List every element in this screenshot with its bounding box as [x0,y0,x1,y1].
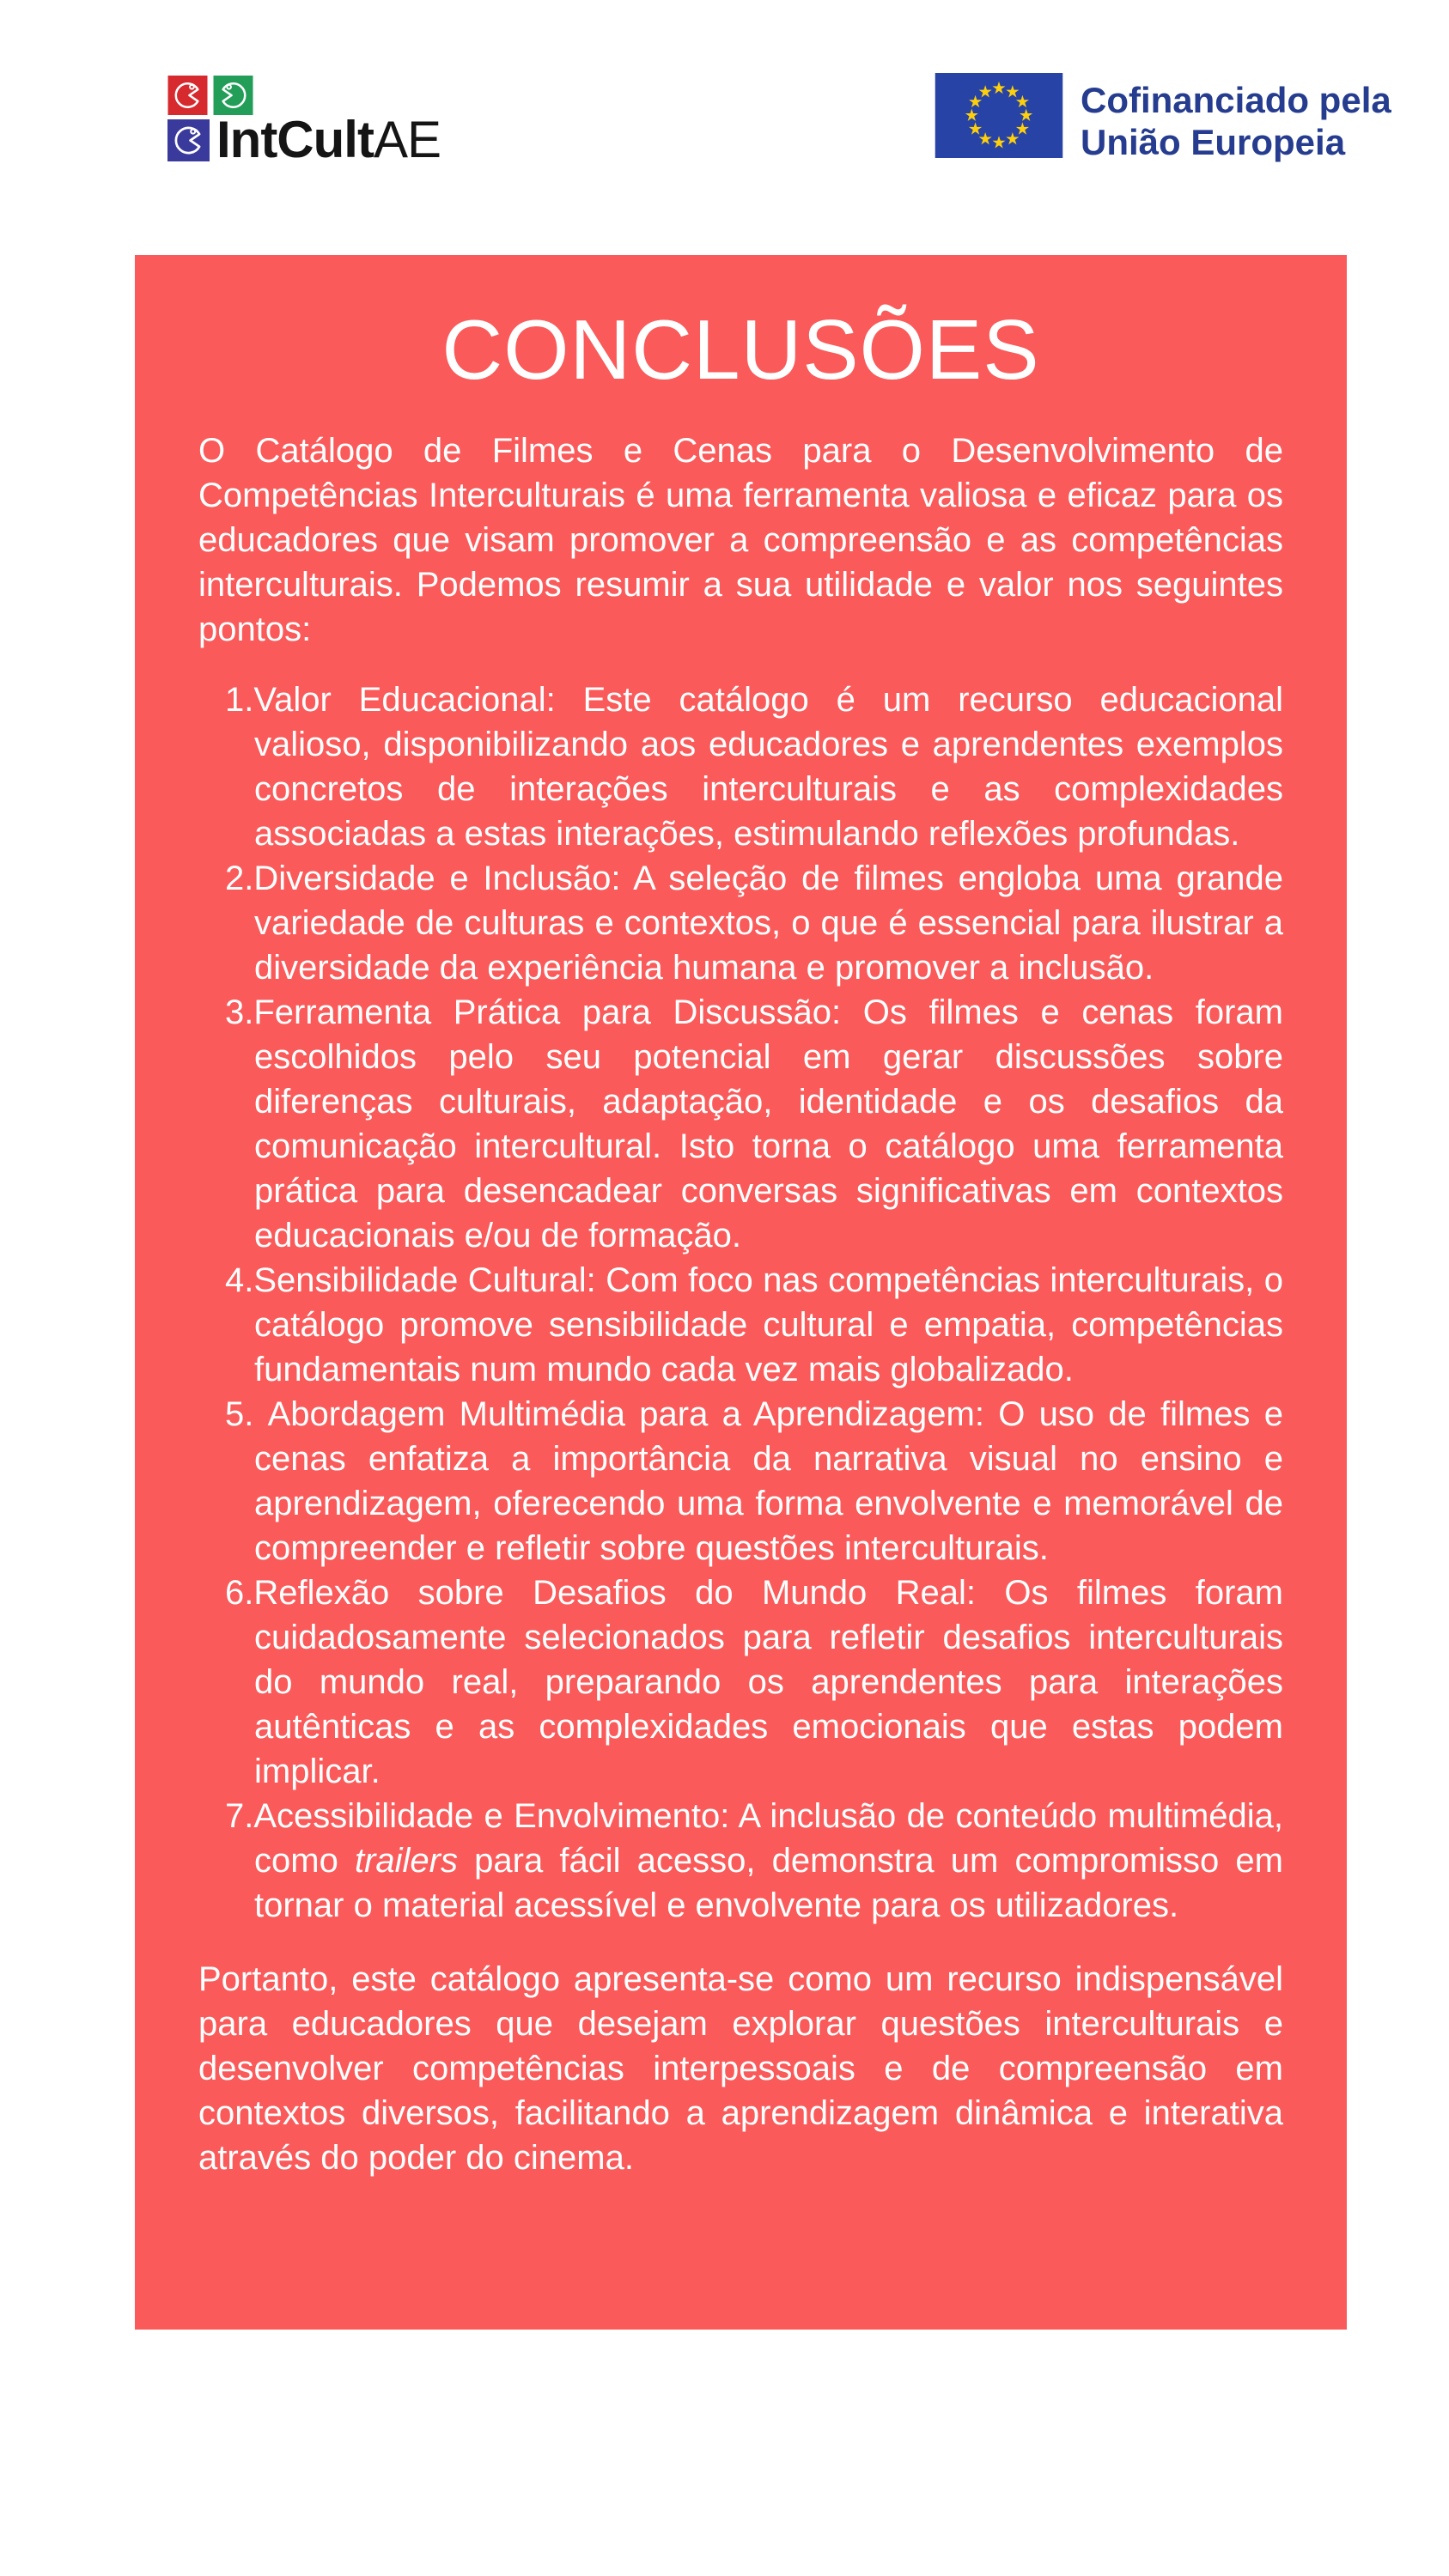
list-item-number: 6. [225,1573,254,1612]
logo-red-square [167,76,208,115]
list-item-number: 1. [225,680,254,719]
pacman-face-icon [213,76,253,115]
intcult-logo-text [216,111,441,168]
page-title: CONCLUSÕES [441,302,1040,397]
list-item: 3.Ferramenta Prática para Discussão: Os filmes e cenas foram escolhidos pelo seu potencial em gerar discussões sobre diferenças culturais, adaptação, identidade e os desafios da comunicação intercultural. Isto torna o catálogo uma ferramenta prática para desencadear conversas significativas em contextos educacionais e/ou de formação. [225,993,1283,1255]
list-item-number: 5. [225,1394,254,1433]
intcult-logo-text-light: AE [373,111,441,168]
intro-paragraph: O Catálogo de Filmes e Cenas para o Desenvolvimento de Competências Interculturais é uma ferramenta valiosa e eficaz para os educadores que visam promover a compreensão e as competências interculturais. Podemos resumir a sua utilidade e valor nos seguintes pontos: [198,431,1283,648]
list-item: 1.Valor Educacional: Este catálogo é um recurso educacional valioso, disponibilizando aos educadores e aprendentes exemplos concretos de interações interculturais e as complexidades associadas a estas interações, estimulando reflexões profundas. [225,680,1283,853]
list-item: 7.Acessibilidade e Envolvimento: A inclusão de conteúdo multimédia, como trailers para fácil acesso, demonstra um compromisso em tornar o material acessível e envolvente para os utilizadores. [225,1796,1283,1924]
closing-paragraph: Portanto, este catálogo apresenta-se como um recurso indispensável para educadores que desejam explorar questões interculturais e desenvolver competências interpessoais e de compreensão em contextos diversos, facilitando a aprendizagem dinâmica e interativa através do poder do cinema. [198,1959,1283,2177]
eu-logo [935,73,1391,167]
list-item: 2.Diversidade e Inclusão: A seleção de filmes engloba uma grande variedade de culturas e contextos, o que é essencial para ilustrar a diversidade da experiência humana e promover a inclusão. [225,859,1283,987]
logo-blue-square [167,119,210,161]
list-item: 6.Reflexão sobre Desafios do Mundo Real: Os filmes foram cuidadosamente selecionados para refletir desafios interculturais do mundo real, preparando os aprendentes para interações autênticas e as complexidades emocionais que estas podem implicar. [225,1573,1283,1790]
italic-text: trailers [354,1841,458,1880]
list-item-number: 7. [225,1796,254,1835]
conclusions-panel [135,255,1347,2330]
panel-content [135,428,1347,2180]
list-item: 5. Abordagem Multimédia para a Aprendizagem: O uso de filmes e cenas enfatiza a importância da narrativa visual no ensino e aprendizagem, oferecendo uma forma envolvente e memorável de compreender e refletir sobre questões interculturais. [225,1394,1283,1567]
eu-flag-icon [935,73,1063,158]
list-item-number: 4. [225,1261,254,1299]
pacman-face-icon [167,76,208,115]
list-item-number: 3. [225,993,254,1031]
eu-cofinance-text [1081,79,1391,163]
eu-cofinance-line1: Cofinanciado pela [1081,80,1391,120]
list-item-number: 2. [225,859,254,897]
conclusions-list [225,677,1283,1928]
list-item: 4.Sensibilidade Cultural: Com foco nas competências interculturais, o catálogo promove sensibilidade cultural e empatia, competências fundamentais num mundo cada vez mais globalizado. [225,1261,1283,1388]
intcult-logo [167,76,528,166]
eu-cofinance-line2: União Europeia [1081,122,1346,162]
intcult-logo-text-bold: IntCult [216,111,374,168]
pacman-face-icon [167,119,210,161]
logo-green-square [213,76,253,115]
